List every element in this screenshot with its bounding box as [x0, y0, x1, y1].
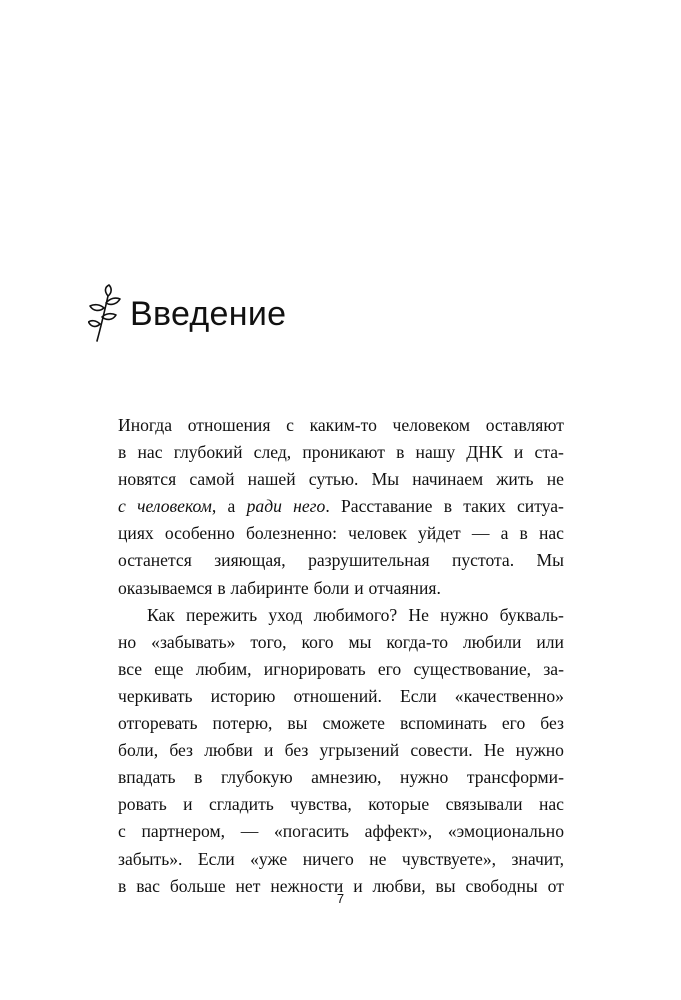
word: и [353, 875, 363, 896]
word: свободны [465, 875, 538, 896]
word: сгладить [208, 794, 274, 815]
word: любили [462, 631, 522, 652]
word: самой [189, 469, 235, 490]
word: черкивать [118, 685, 193, 706]
text-line [118, 737, 564, 764]
word: в [194, 767, 203, 788]
word: нас [137, 442, 163, 463]
word: вас [136, 875, 160, 896]
word: нашу [415, 442, 456, 463]
word: отношения [187, 415, 271, 435]
text-line [118, 493, 564, 520]
word: циях [118, 523, 154, 544]
word: в [519, 523, 528, 544]
word: «уже [250, 848, 288, 869]
word: разрушительная [308, 550, 430, 571]
word: существование, [413, 658, 532, 679]
word: без [540, 713, 564, 734]
word: нужно [515, 740, 564, 761]
word: оказываемся [118, 577, 213, 598]
word: Не [408, 604, 429, 625]
word: его [377, 658, 402, 679]
word: впадать [118, 767, 176, 788]
word: совести. [410, 740, 473, 761]
word: с [118, 496, 126, 517]
text-line [118, 466, 564, 493]
word: оставляют [485, 415, 564, 435]
word: человеком [392, 415, 471, 435]
sprig-icon [88, 284, 124, 344]
word: нашей [247, 469, 296, 490]
word: глубокую [220, 767, 293, 788]
word: больше [169, 875, 226, 896]
word: «погасить [273, 821, 349, 842]
word: ДНК [466, 442, 503, 463]
text-line [118, 602, 564, 629]
text-line [118, 547, 564, 574]
word: любимого? [313, 604, 398, 625]
word: за- [543, 658, 564, 679]
word: от [547, 875, 564, 896]
word: вспоминать [399, 713, 487, 734]
word: «качественно» [454, 685, 564, 706]
word: Мы [536, 550, 564, 571]
text-line [118, 764, 564, 791]
word: Не [483, 740, 505, 761]
word: в [118, 875, 127, 896]
word: след, [253, 442, 292, 463]
word: останется [118, 550, 192, 571]
word: Расставание [341, 496, 433, 517]
word: чувства, [290, 794, 352, 815]
text-line [118, 846, 564, 873]
text-line [118, 656, 564, 683]
word: мы [348, 631, 372, 652]
word: начинаем [412, 469, 484, 490]
word: Иногда [118, 415, 173, 435]
word: и [183, 794, 193, 815]
word: его [501, 713, 526, 734]
word: потерю, [212, 713, 273, 734]
word: таких [463, 496, 506, 517]
word: амнезию, [311, 767, 382, 788]
word: глубокий [173, 442, 243, 463]
word: все [118, 658, 143, 679]
word: в [118, 442, 127, 463]
word: человек [348, 523, 407, 544]
word: любви [204, 740, 253, 761]
word: не [369, 848, 387, 869]
word: нет [235, 875, 261, 896]
word: и [513, 442, 524, 463]
text-line [118, 412, 564, 439]
word: того, [250, 631, 287, 652]
word: — [471, 523, 490, 544]
word: но [118, 631, 137, 652]
word: или [536, 631, 564, 652]
word: значит, [511, 848, 564, 869]
word: без [169, 740, 194, 761]
chapter-heading [88, 284, 286, 344]
word: которые [368, 794, 430, 815]
word: лабиринте [230, 577, 309, 598]
word: когда-то [386, 631, 449, 652]
word: вы [287, 713, 308, 734]
word: нас [538, 794, 564, 815]
word: новятся [118, 469, 177, 490]
word: в [443, 496, 453, 517]
word: в [396, 442, 405, 463]
word: сутью. [308, 469, 359, 490]
word: забыть». [118, 848, 183, 869]
word: «забывать» [151, 631, 236, 652]
word: связывали [445, 794, 523, 815]
word: зияющая, [214, 550, 286, 571]
word: угрызений [319, 740, 400, 761]
word: особенно [164, 523, 235, 544]
word: человеком, [137, 496, 217, 517]
word: отношений. [293, 685, 382, 706]
word: партнером, [141, 821, 225, 842]
word: уйдет [418, 523, 461, 544]
text-line [118, 818, 564, 845]
word: и [354, 577, 364, 598]
word: в [217, 577, 226, 598]
word: игнорировать [263, 658, 366, 679]
text-line [118, 791, 564, 818]
text-line [118, 710, 564, 737]
word: каким-то [309, 415, 377, 435]
word: жить [496, 469, 534, 490]
body-text [118, 412, 564, 900]
word: Как [147, 604, 175, 625]
word: с [286, 415, 294, 435]
paragraph [118, 602, 564, 900]
word: Мы [371, 469, 400, 490]
word: любим, [195, 658, 252, 679]
page-number: 7 [336, 891, 345, 906]
word: боли, [118, 740, 159, 761]
word: проникают [302, 442, 385, 463]
word: букваль- [499, 604, 564, 625]
text-line [118, 575, 564, 602]
word: вы [435, 875, 456, 896]
word: ситуа- [517, 496, 564, 517]
word: — [240, 821, 259, 842]
word: аффект», [364, 821, 433, 842]
word: и [264, 740, 274, 761]
word: Если [399, 685, 437, 706]
word: а [500, 523, 509, 544]
word: не [546, 469, 564, 490]
word: нужно [440, 604, 489, 625]
word: болезненно: [245, 523, 337, 544]
word: а [227, 496, 236, 517]
word: историю [210, 685, 276, 706]
word: отгоревать [118, 713, 198, 734]
text-line [118, 629, 564, 656]
text-line [118, 439, 564, 466]
chapter-title: Введение [130, 295, 287, 333]
word: нужно [399, 767, 449, 788]
word: сможете [322, 713, 385, 734]
word: пустота. [451, 550, 515, 571]
text-line [118, 683, 564, 710]
word: Если [197, 848, 235, 869]
word: пережить [186, 604, 258, 625]
word: ради [246, 496, 282, 517]
word: трансформи- [466, 767, 564, 788]
paragraph [118, 412, 564, 602]
word: нас [538, 523, 564, 544]
word: чувствуете», [401, 848, 497, 869]
word: «эмоционально [447, 821, 564, 842]
text-line [118, 520, 564, 547]
word: с [118, 821, 126, 842]
word: кого [301, 631, 334, 652]
word: боли [313, 577, 350, 598]
word: ничего [302, 848, 354, 869]
word: еще [154, 658, 184, 679]
word: ровать [118, 794, 167, 815]
word: отчаяния. [368, 577, 441, 598]
word: уход [268, 604, 303, 625]
word: без [284, 740, 309, 761]
word: него. [293, 496, 330, 517]
word: ста- [534, 442, 564, 463]
word: любви, [372, 875, 426, 896]
word: нежности [270, 875, 344, 896]
